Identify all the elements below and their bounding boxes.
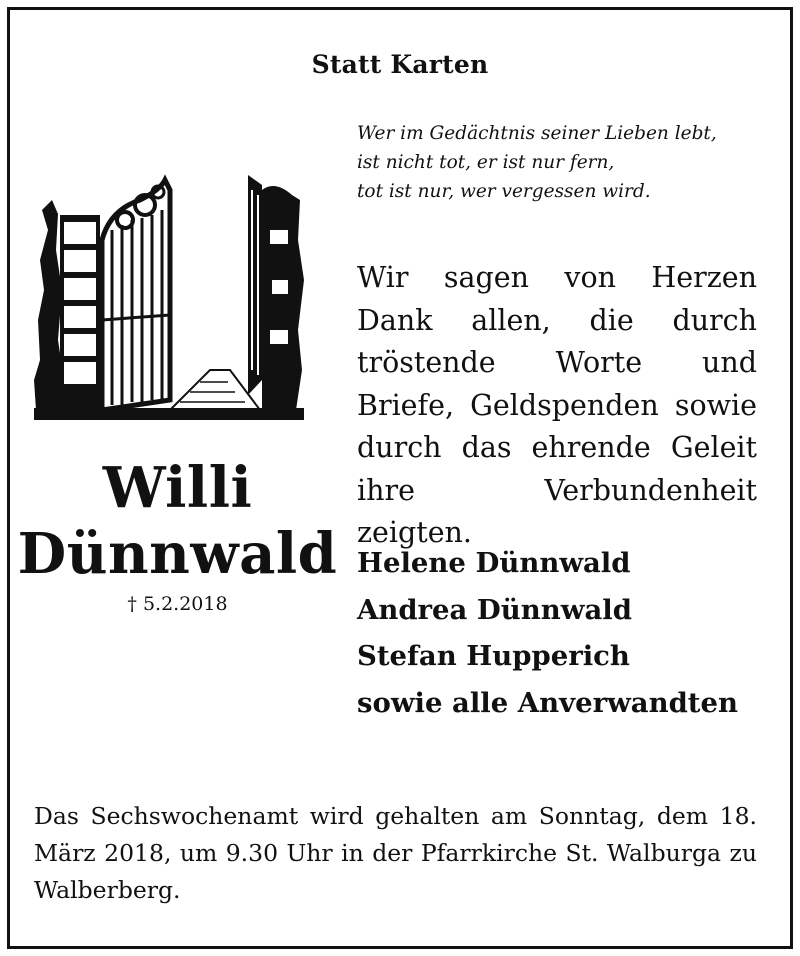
death-date: † 5.2.2018 [127,593,228,615]
deceased-first-name: Willi [102,455,253,521]
thanks-message: Wir sagen von Herzen Dank allen, die durch tröstende Worte und Briefe, Geldspenden sowie durch das ehrende Geleit ihre Verbundenheit zeigten. [357,261,757,549]
service-announcement: Das Sechswochenamt wird gehalten am Sonntag, dem 18. März 2018, um 9.30 Uhr in der Pfarrkirche St. Walburga zu Walberberg. [34,802,757,904]
poem-line: tot ist nur, wer vergessen wird. [357,181,651,202]
signers-list [357,540,738,726]
deceased-last-name: Dünnwald [17,521,338,587]
poem-line: Wer im Gedächtnis seiner Lieben lebt, [357,123,717,144]
signer-name: sowie alle Anverwandten [357,686,738,719]
poem-line: ist nicht tot, er ist nur fern, [357,152,615,173]
deceased-block [0,455,355,615]
signer-name: Andrea Dünnwald [357,593,632,626]
signer-name: Stefan Hupperich [357,640,630,672]
open-gate-illustration [30,170,306,424]
memorial-poem [357,119,767,206]
signer-name: Helene Dünnwald [357,547,631,579]
notice-header: Statt Karten [311,50,489,79]
